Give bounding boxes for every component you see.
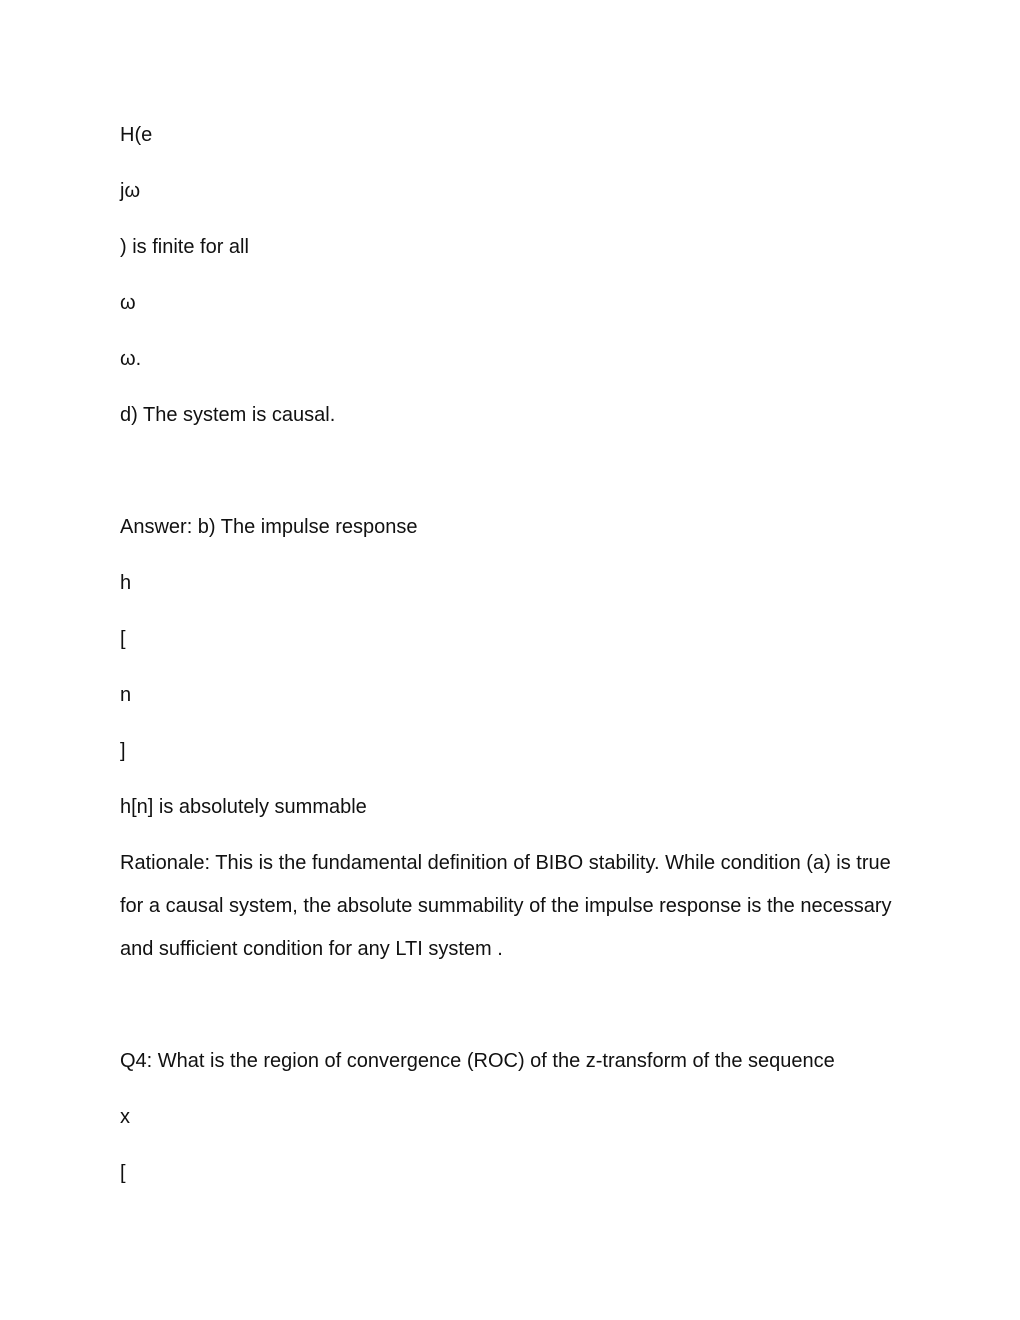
question-q4: Q4: What is the region of convergence (ROC) of the z-transform of the sequence — [120, 1050, 835, 1072]
text-line-h: h — [120, 572, 132, 594]
text-line-open-bracket-2: [ — [120, 1162, 126, 1184]
text-line-close-bracket: ] — [120, 740, 126, 762]
text-line-finite: ) is finite for all — [120, 236, 249, 258]
text-line-he: H(e — [120, 124, 153, 146]
text-line-n: n — [120, 684, 132, 706]
answer-line: Answer: b) The impulse response — [120, 516, 418, 538]
text-line-omega-period: ω. — [120, 348, 142, 370]
text-line-open-bracket: [ — [120, 628, 126, 650]
text-line-x: x — [120, 1106, 130, 1128]
text-line-jw: jω — [120, 180, 141, 202]
text-line-summable: h[n] is absolutely summable — [120, 796, 367, 818]
rationale-paragraph: Rationale: This is the fundamental definition of BIBO stability. While condition (a) is true for a causal system, the absolute summability of the impulse response is the necessary and sufficient condition for any LTI system . — [120, 852, 892, 960]
option-d: d) The system is causal. — [120, 404, 336, 426]
text-line-omega: ω — [120, 292, 136, 314]
